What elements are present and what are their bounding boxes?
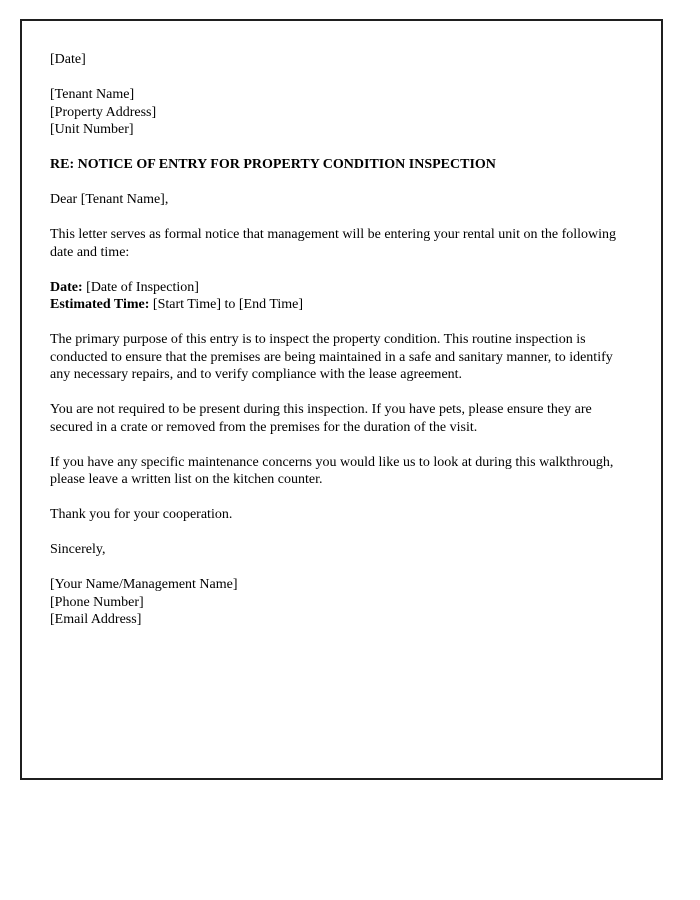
schedule-date-label: Date: <box>50 279 83 295</box>
schedule-date-value: [Date of Inspection] <box>86 279 199 295</box>
recipient-tenant-name: [Tenant Name] <box>50 87 135 102</box>
recipient-block <box>50 86 633 139</box>
paragraph-thanks: Thank you for your cooperation. <box>50 507 233 522</box>
paragraph-presence: You are not required to be present during this inspection. If you have pets, please ensure they are secured in a crate or removed from the premises for the duration of the visit. <box>50 402 592 435</box>
schedule-date-line <box>50 279 633 297</box>
salutation: Dear [Tenant Name], <box>50 192 169 207</box>
signature-email: [Email Address] <box>50 612 142 627</box>
paragraph-purpose: The primary purpose of this entry is to inspect the property condition. This routine inspection is conducted to ensure that the premises are being maintained in a safe and sanitary manner, to identify any necessary repairs, and to verify compliance with the lease agreement. <box>50 332 613 382</box>
signature-block <box>50 576 633 629</box>
letter-date-line: [Date] <box>50 52 86 67</box>
signature-phone: [Phone Number] <box>50 594 144 610</box>
letter-subject-line: RE: NOTICE OF ENTRY FOR PROPERTY CONDITION INSPECTION <box>50 157 496 172</box>
schedule-time-line <box>50 296 633 314</box>
schedule-block <box>50 279 633 314</box>
recipient-unit-number: [Unit Number] <box>50 122 134 137</box>
signature-name: [Your Name/Management Name] <box>50 577 238 592</box>
letter-page <box>20 19 663 780</box>
schedule-time-value: [Start Time] to [End Time] <box>152 297 304 312</box>
recipient-property-address: [Property Address] <box>50 104 157 120</box>
paragraph-intro: This letter serves as formal notice that management will be entering your rental unit on the following date and time: <box>50 227 617 260</box>
closing: Sincerely, <box>50 542 106 557</box>
paragraph-maintenance: If you have any specific maintenance concerns you would like us to look at during this walkthrough, please leave a written list on the kitchen counter. <box>50 454 614 487</box>
schedule-time-label: Estimated Time: <box>50 297 150 312</box>
